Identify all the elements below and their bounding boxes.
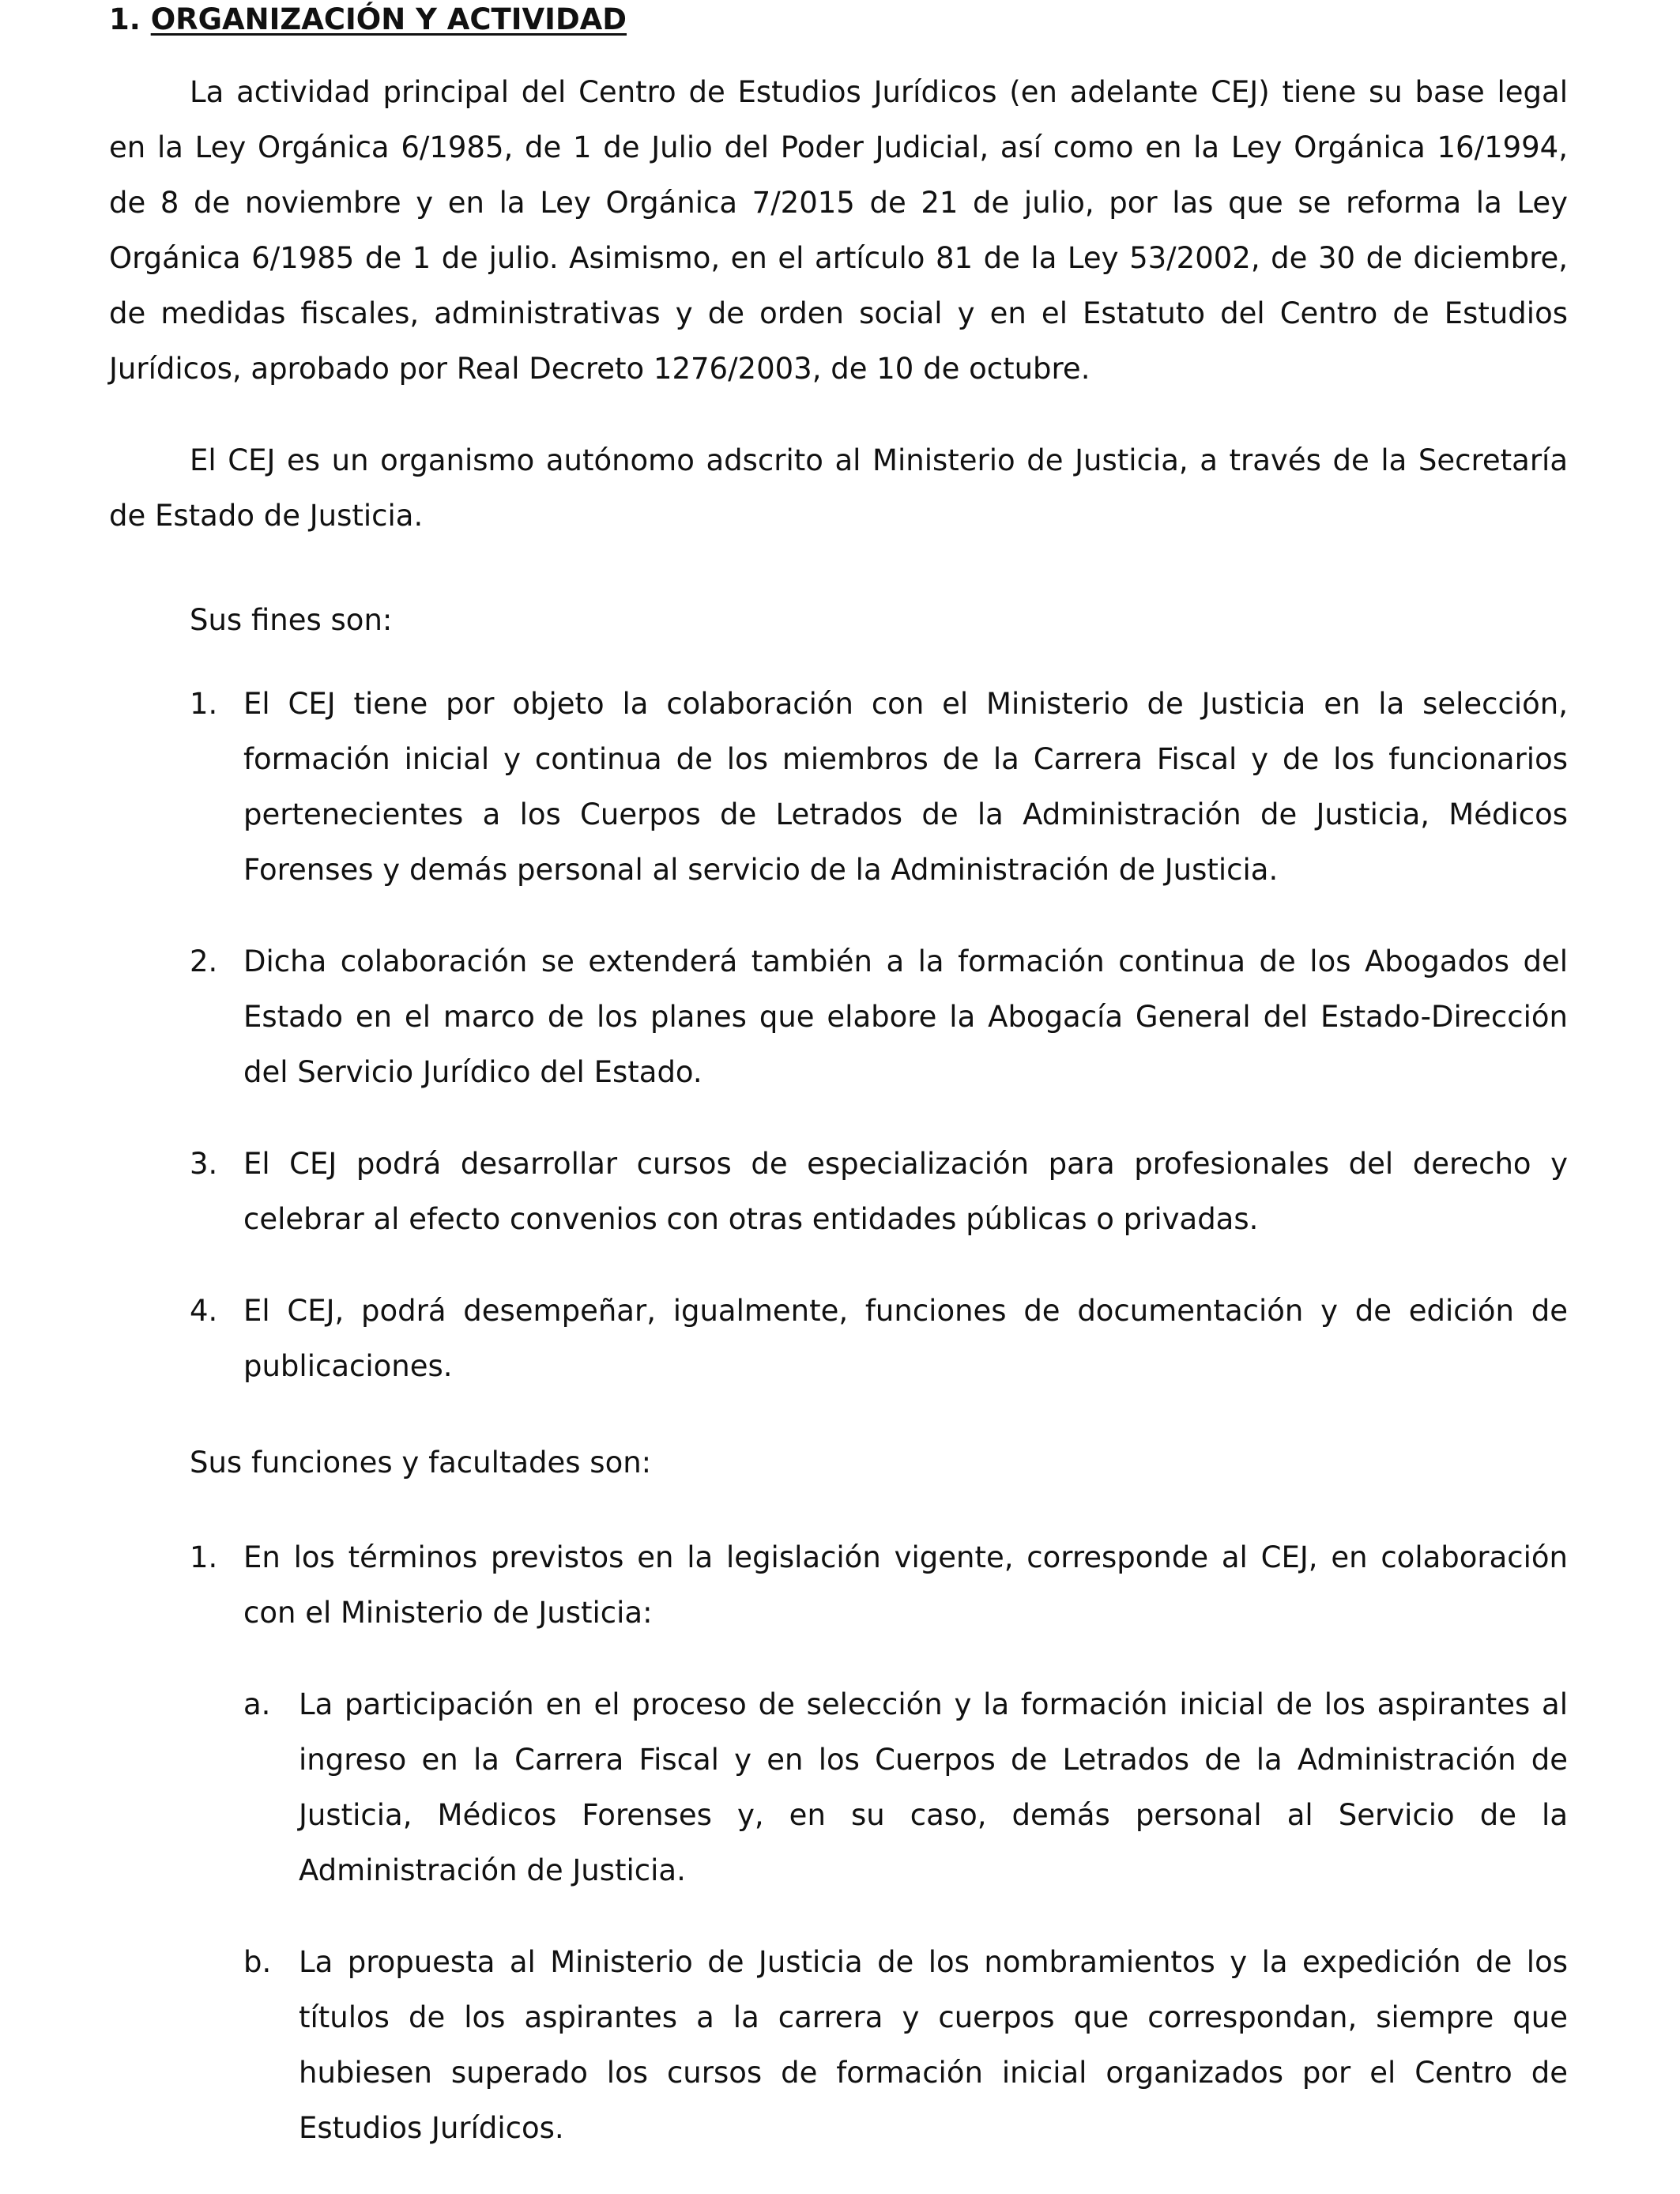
paragraph-legal-basis: La actividad principal del Centro de Estudios Jurídicos (en adelante CEJ) tiene su base legal en la Ley Orgánica 6/1985, de 1 de Julio del Poder Judicial, así como en la Ley Orgánica 16/1994, de 8 de noviembre y en la Ley Orgánica 7/2015 de 21 de julio, por las que se reforma la Ley Orgánica 6/1985 de 1 de julio. Asimismo, en el artículo 81 de la Ley 53/2002, de 30 de diciembre, de medidas fiscales, administrativas y de orden social y en el Estatuto del Centro de Estudios Jurídicos, aprobado por Real Decreto 1276/2003, de 10 de octubre.: [109, 75, 1568, 386]
list-item-text: La propuesta al Ministerio de Justicia de los nombramientos y la expedición de los títulos de los aspirantes a la carrera y cuerpos que correspondan, siempre que hubiesen superado los cursos de formación inicial organizados por el Centro de Estudios Jurídicos.: [299, 1945, 1568, 2145]
list-item-text: Dicha colaboración se extenderá también a la formación continua de los Abogados del Estado en el marco de los planes que elabore la Abogacía General del Estado-Dirección del Servicio Jurídico del Estado.: [243, 944, 1568, 1089]
list-marker: 2.: [190, 944, 218, 978]
list-marker: 3.: [190, 1147, 218, 1181]
fines-item-4: [190, 1284, 1568, 1394]
funciones-item-1: [190, 1530, 1568, 1641]
fines-item-3: [190, 1137, 1568, 1247]
list-marker: 1.: [190, 1540, 218, 1574]
list-item-text: La participación en el proceso de selección y la formación inicial de los aspirantes al ingreso en la Carrera Fiscal y en los Cuerpos de Letrados de la Administración de Justicia, Médicos Forenses y, en su caso, demás personal al Servicio de la Administración de Justicia.: [299, 1687, 1568, 1887]
list-marker: a.: [243, 1687, 271, 1721]
list-marker: b.: [243, 1945, 272, 1979]
section-title: ORGANIZACIÓN Y ACTIVIDAD: [150, 2, 627, 36]
list-item-text: El CEJ, podrá desempeñar, igualmente, funciones de documentación y de edición de publicaciones.: [243, 1294, 1568, 1383]
fines-item-1: [190, 677, 1568, 898]
list-item-text: En los términos previstos en la legislación vigente, corresponde al CEJ, en colaboración con el Ministerio de Justicia:: [243, 1540, 1568, 1630]
list-item-text: El CEJ tiene por objeto la colaboración con el Ministerio de Justicia en la selección, formación inicial y continua de los miembros de la Carrera Fiscal y de los funcionarios pertenecientes a los Cuerpos de Letrados de la Administración de Justicia, Médicos Forenses y demás personal al servicio de la Administración de Justicia.: [243, 687, 1568, 887]
list-item-text: El CEJ podrá desarrollar cursos de especialización para profesionales del derecho y celebrar al efecto convenios con otras entidades públicas o privadas.: [243, 1147, 1568, 1236]
fines-item-2: [190, 934, 1568, 1100]
list-marker: 1.: [190, 687, 218, 721]
paragraph-organism: El CEJ es un organismo autónomo adscrito al Ministerio de Justicia, a través de la Secretaría de Estado de Justicia.: [109, 443, 1568, 533]
funciones-intro: Sus funciones y facultades son:: [190, 1446, 652, 1480]
list-marker: 4.: [190, 1294, 218, 1328]
funciones-subitem-b: [243, 1935, 1568, 2156]
funciones-subitem-a: [243, 1677, 1568, 1898]
fines-intro: Sus fines son:: [190, 603, 393, 637]
section-heading: [109, 2, 627, 38]
section-number: 1.: [109, 2, 141, 36]
